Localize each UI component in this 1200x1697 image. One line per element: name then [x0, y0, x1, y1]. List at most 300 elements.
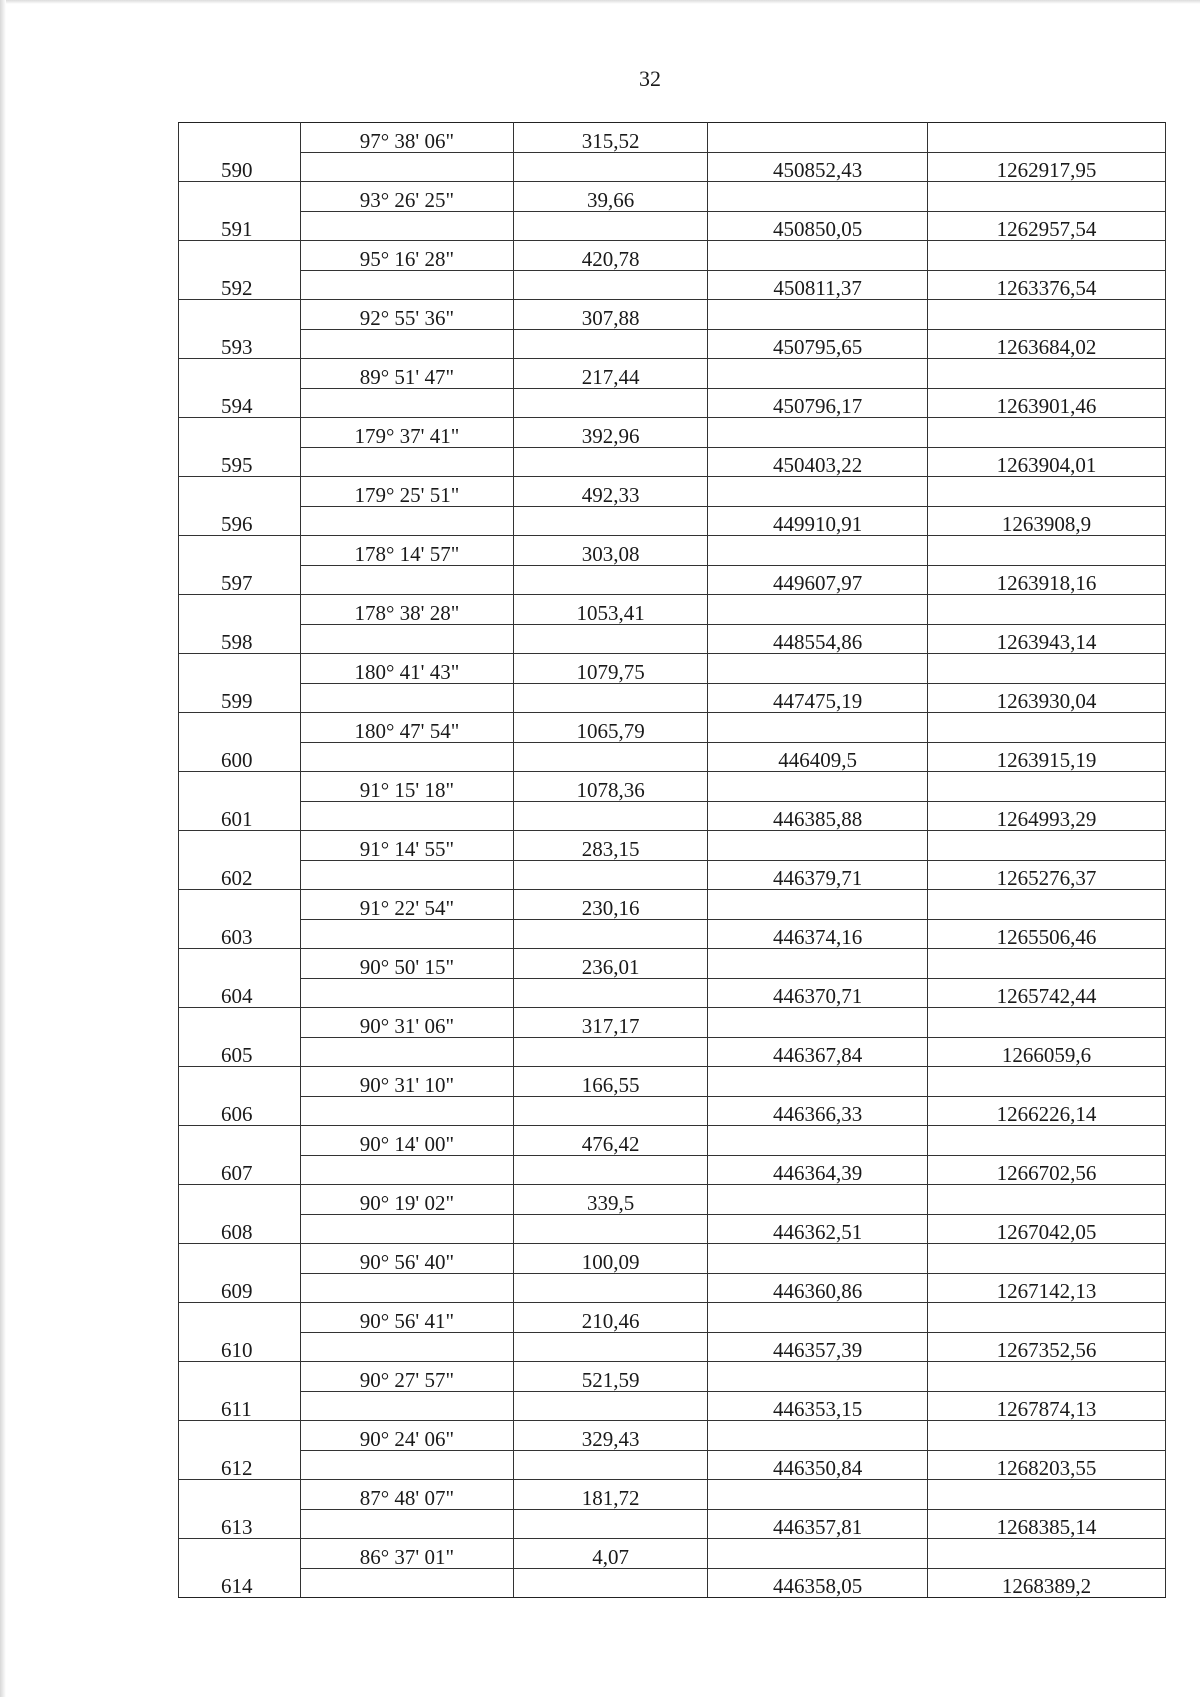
point-row — [179, 1214, 1166, 1244]
direction-angle-cell — [300, 211, 514, 241]
x-coordinate-cell: 450852,43 — [708, 152, 928, 182]
segment-length-cell: 317,17 — [514, 1008, 708, 1038]
segment-length-cell: 339,5 — [514, 1185, 708, 1215]
segment-length-cell — [514, 211, 708, 241]
direction-angle-cell: 178° 38' 28" — [300, 595, 514, 625]
direction-angle-cell: 180° 47' 54" — [300, 713, 514, 743]
y-coordinate-cell: 1263915,19 — [928, 742, 1166, 772]
direction-angle-cell — [300, 152, 514, 182]
point-row — [179, 329, 1166, 359]
y-coordinate-cell: 1267874,13 — [928, 1391, 1166, 1421]
segment-length-cell — [514, 447, 708, 477]
point-row — [179, 1332, 1166, 1362]
y-coordinate-cell — [928, 1539, 1166, 1569]
x-coordinate-cell — [708, 1421, 928, 1451]
segment-row — [179, 1362, 1166, 1392]
point-number-cell — [179, 1362, 301, 1392]
segment-length-cell: 420,78 — [514, 241, 708, 271]
direction-angle-cell — [300, 1450, 514, 1480]
segment-length-cell — [514, 624, 708, 654]
x-coordinate-cell — [708, 713, 928, 743]
y-coordinate-cell — [928, 1126, 1166, 1156]
point-number-cell: 605 — [179, 1037, 301, 1067]
segment-row — [179, 595, 1166, 625]
x-coordinate-cell — [708, 654, 928, 684]
direction-angle-cell: 90° 19' 02" — [300, 1185, 514, 1215]
point-row — [179, 270, 1166, 300]
direction-angle-cell — [300, 270, 514, 300]
direction-angle-cell: 92° 55' 36" — [300, 300, 514, 330]
point-number-cell — [179, 1303, 301, 1333]
segment-length-cell — [514, 565, 708, 595]
point-row — [179, 1273, 1166, 1303]
segment-length-cell — [514, 1568, 708, 1598]
direction-angle-cell — [300, 1391, 514, 1421]
segment-length-cell — [514, 683, 708, 713]
point-row — [179, 1037, 1166, 1067]
point-row — [179, 683, 1166, 713]
segment-row — [179, 1480, 1166, 1510]
x-coordinate-cell: 446358,05 — [708, 1568, 928, 1598]
point-row — [179, 1391, 1166, 1421]
y-coordinate-cell — [928, 418, 1166, 448]
point-row — [179, 1509, 1166, 1539]
y-coordinate-cell: 1263943,14 — [928, 624, 1166, 654]
x-coordinate-cell: 446350,84 — [708, 1450, 928, 1480]
segment-length-cell — [514, 388, 708, 418]
y-coordinate-cell — [928, 1067, 1166, 1097]
direction-angle-cell — [300, 1568, 514, 1598]
coordinates-table — [178, 122, 1166, 1598]
x-coordinate-cell — [708, 1185, 928, 1215]
point-number-cell — [179, 536, 301, 566]
y-coordinate-cell — [928, 477, 1166, 507]
x-coordinate-cell: 450796,17 — [708, 388, 928, 418]
x-coordinate-cell: 446385,88 — [708, 801, 928, 831]
segment-row — [179, 300, 1166, 330]
y-coordinate-cell — [928, 1480, 1166, 1510]
segment-row — [179, 1421, 1166, 1451]
x-coordinate-cell — [708, 890, 928, 920]
direction-angle-cell — [300, 447, 514, 477]
segment-length-cell: 283,15 — [514, 831, 708, 861]
point-row — [179, 447, 1166, 477]
point-row — [179, 919, 1166, 949]
segment-length-cell: 1078,36 — [514, 772, 708, 802]
point-number-cell: 595 — [179, 447, 301, 477]
segment-length-cell: 1065,79 — [514, 713, 708, 743]
direction-angle-cell: 90° 27' 57" — [300, 1362, 514, 1392]
x-coordinate-cell: 448554,86 — [708, 624, 928, 654]
y-coordinate-cell — [928, 713, 1166, 743]
point-number-cell: 602 — [179, 860, 301, 890]
point-number-cell: 606 — [179, 1096, 301, 1126]
point-number-cell: 599 — [179, 683, 301, 713]
point-number-cell — [179, 1421, 301, 1451]
point-number-cell: 610 — [179, 1332, 301, 1362]
segment-length-cell — [514, 1155, 708, 1185]
x-coordinate-cell — [708, 477, 928, 507]
point-number-cell: 600 — [179, 742, 301, 772]
direction-angle-cell: 91° 14' 55" — [300, 831, 514, 861]
point-row — [179, 624, 1166, 654]
segment-length-cell — [514, 919, 708, 949]
point-number-cell — [179, 1244, 301, 1274]
point-number-cell — [179, 831, 301, 861]
point-number-cell: 607 — [179, 1155, 301, 1185]
x-coordinate-cell — [708, 1126, 928, 1156]
direction-angle-cell: 178° 14' 57" — [300, 536, 514, 566]
segment-length-cell: 236,01 — [514, 949, 708, 979]
y-coordinate-cell: 1264993,29 — [928, 801, 1166, 831]
segment-length-cell: 392,96 — [514, 418, 708, 448]
y-coordinate-cell: 1265506,46 — [928, 919, 1166, 949]
x-coordinate-cell — [708, 300, 928, 330]
x-coordinate-cell — [708, 1539, 928, 1569]
y-coordinate-cell — [928, 359, 1166, 389]
y-coordinate-cell — [928, 1244, 1166, 1274]
x-coordinate-cell: 446370,71 — [708, 978, 928, 1008]
segment-length-cell — [514, 1332, 708, 1362]
point-number-cell: 613 — [179, 1509, 301, 1539]
direction-angle-cell: 90° 14' 00" — [300, 1126, 514, 1156]
x-coordinate-cell: 446379,71 — [708, 860, 928, 890]
x-coordinate-cell — [708, 182, 928, 212]
point-number-cell — [179, 772, 301, 802]
point-number-cell — [179, 1008, 301, 1038]
segment-length-cell: 476,42 — [514, 1126, 708, 1156]
segment-length-cell — [514, 1391, 708, 1421]
y-coordinate-cell: 1263918,16 — [928, 565, 1166, 595]
point-row — [179, 860, 1166, 890]
point-number-cell — [179, 359, 301, 389]
point-number-cell — [179, 1067, 301, 1097]
point-number-cell: 611 — [179, 1391, 301, 1421]
direction-angle-cell: 97° 38' 06" — [300, 123, 514, 153]
direction-angle-cell — [300, 683, 514, 713]
direction-angle-cell — [300, 1096, 514, 1126]
y-coordinate-cell: 1268203,55 — [928, 1450, 1166, 1480]
direction-angle-cell: 93° 26' 25" — [300, 182, 514, 212]
segment-length-cell: 166,55 — [514, 1067, 708, 1097]
point-number-cell: 601 — [179, 801, 301, 831]
segment-length-cell: 181,72 — [514, 1480, 708, 1510]
direction-angle-cell: 95° 16' 28" — [300, 241, 514, 271]
segment-row — [179, 713, 1166, 743]
segment-row — [179, 1539, 1166, 1569]
x-coordinate-cell: 449607,97 — [708, 565, 928, 595]
direction-angle-cell — [300, 919, 514, 949]
x-coordinate-cell: 446364,39 — [708, 1155, 928, 1185]
x-coordinate-cell — [708, 418, 928, 448]
direction-angle-cell — [300, 1332, 514, 1362]
direction-angle-cell — [300, 1214, 514, 1244]
y-coordinate-cell: 1263684,02 — [928, 329, 1166, 359]
direction-angle-cell — [300, 329, 514, 359]
scan-left-edge — [0, 0, 6, 1697]
point-number-cell: 608 — [179, 1214, 301, 1244]
x-coordinate-cell: 446357,81 — [708, 1509, 928, 1539]
point-row — [179, 978, 1166, 1008]
segment-row — [179, 831, 1166, 861]
point-number-cell: 598 — [179, 624, 301, 654]
point-number-cell: 612 — [179, 1450, 301, 1480]
y-coordinate-cell: 1263930,04 — [928, 683, 1166, 713]
y-coordinate-cell: 1262917,95 — [928, 152, 1166, 182]
y-coordinate-cell — [928, 654, 1166, 684]
segment-row — [179, 654, 1166, 684]
segment-length-cell: 39,66 — [514, 182, 708, 212]
segment-row — [179, 890, 1166, 920]
x-coordinate-cell — [708, 1303, 928, 1333]
point-number-cell — [179, 123, 301, 153]
y-coordinate-cell — [928, 1185, 1166, 1215]
segment-row — [179, 1303, 1166, 1333]
y-coordinate-cell — [928, 890, 1166, 920]
direction-angle-cell — [300, 801, 514, 831]
x-coordinate-cell — [708, 1362, 928, 1392]
segment-length-cell — [514, 1096, 708, 1126]
point-number-cell: 593 — [179, 329, 301, 359]
segment-length-cell — [514, 1509, 708, 1539]
segment-length-cell: 210,46 — [514, 1303, 708, 1333]
direction-angle-cell — [300, 1273, 514, 1303]
x-coordinate-cell — [708, 1244, 928, 1274]
segment-length-cell — [514, 742, 708, 772]
point-number-cell — [179, 713, 301, 743]
y-coordinate-cell — [928, 241, 1166, 271]
segment-row — [179, 1244, 1166, 1274]
segment-row — [179, 241, 1166, 271]
point-number-cell — [179, 1126, 301, 1156]
point-number-cell — [179, 595, 301, 625]
segment-length-cell — [514, 1037, 708, 1067]
point-row — [179, 1450, 1166, 1480]
x-coordinate-cell — [708, 1008, 928, 1038]
segment-length-cell — [514, 801, 708, 831]
segment-length-cell — [514, 329, 708, 359]
y-coordinate-cell: 1266226,14 — [928, 1096, 1166, 1126]
point-row — [179, 1096, 1166, 1126]
y-coordinate-cell: 1265742,44 — [928, 978, 1166, 1008]
point-number-cell: 592 — [179, 270, 301, 300]
x-coordinate-cell — [708, 359, 928, 389]
x-coordinate-cell: 447475,19 — [708, 683, 928, 713]
point-number-cell: 603 — [179, 919, 301, 949]
point-number-cell — [179, 949, 301, 979]
segment-row — [179, 1067, 1166, 1097]
segment-length-cell — [514, 506, 708, 536]
y-coordinate-cell — [928, 1362, 1166, 1392]
x-coordinate-cell: 446374,16 — [708, 919, 928, 949]
point-number-cell: 614 — [179, 1568, 301, 1598]
scan-top-edge — [0, 0, 1200, 4]
x-coordinate-cell: 446367,84 — [708, 1037, 928, 1067]
segment-row — [179, 1185, 1166, 1215]
segment-row — [179, 477, 1166, 507]
segment-row — [179, 949, 1166, 979]
point-number-cell: 597 — [179, 565, 301, 595]
y-coordinate-cell: 1262957,54 — [928, 211, 1166, 241]
x-coordinate-cell — [708, 595, 928, 625]
x-coordinate-cell: 450795,65 — [708, 329, 928, 359]
point-number-cell: 609 — [179, 1273, 301, 1303]
y-coordinate-cell — [928, 1303, 1166, 1333]
direction-angle-cell: 86° 37' 01" — [300, 1539, 514, 1569]
segment-row — [179, 1126, 1166, 1156]
x-coordinate-cell — [708, 241, 928, 271]
y-coordinate-cell — [928, 300, 1166, 330]
point-row — [179, 565, 1166, 595]
point-row — [179, 801, 1166, 831]
x-coordinate-cell: 450403,22 — [708, 447, 928, 477]
segment-length-cell: 303,08 — [514, 536, 708, 566]
x-coordinate-cell — [708, 772, 928, 802]
point-number-cell — [179, 890, 301, 920]
point-row — [179, 211, 1166, 241]
x-coordinate-cell: 446362,51 — [708, 1214, 928, 1244]
segment-length-cell — [514, 1450, 708, 1480]
point-number-cell — [179, 654, 301, 684]
y-coordinate-cell: 1263908,9 — [928, 506, 1166, 536]
segment-length-cell: 521,59 — [514, 1362, 708, 1392]
segment-length-cell: 329,43 — [514, 1421, 708, 1451]
segment-row — [179, 182, 1166, 212]
x-coordinate-cell: 446353,15 — [708, 1391, 928, 1421]
point-row — [179, 1155, 1166, 1185]
x-coordinate-cell — [708, 1067, 928, 1097]
x-coordinate-cell — [708, 123, 928, 153]
x-coordinate-cell: 446409,5 — [708, 742, 928, 772]
y-coordinate-cell: 1268385,14 — [928, 1509, 1166, 1539]
direction-angle-cell: 179° 37' 41" — [300, 418, 514, 448]
segment-row — [179, 418, 1166, 448]
y-coordinate-cell: 1263904,01 — [928, 447, 1166, 477]
x-coordinate-cell: 446366,33 — [708, 1096, 928, 1126]
y-coordinate-cell: 1263376,54 — [928, 270, 1166, 300]
y-coordinate-cell — [928, 831, 1166, 861]
segment-length-cell — [514, 860, 708, 890]
coordinates-table-body — [179, 123, 1166, 1598]
y-coordinate-cell — [928, 949, 1166, 979]
segment-row — [179, 536, 1166, 566]
direction-angle-cell — [300, 1037, 514, 1067]
page-number: 32 — [639, 66, 661, 91]
direction-angle-cell — [300, 388, 514, 418]
segment-length-cell: 4,07 — [514, 1539, 708, 1569]
direction-angle-cell: 179° 25' 51" — [300, 477, 514, 507]
direction-angle-cell: 91° 15' 18" — [300, 772, 514, 802]
point-number-cell — [179, 241, 301, 271]
y-coordinate-cell — [928, 123, 1166, 153]
x-coordinate-cell: 446360,86 — [708, 1273, 928, 1303]
point-row — [179, 1568, 1166, 1598]
segment-length-cell — [514, 978, 708, 1008]
direction-angle-cell — [300, 1155, 514, 1185]
point-number-cell: 604 — [179, 978, 301, 1008]
y-coordinate-cell — [928, 182, 1166, 212]
y-coordinate-cell: 1268389,2 — [928, 1568, 1166, 1598]
direction-angle-cell — [300, 624, 514, 654]
direction-angle-cell: 90° 56' 40" — [300, 1244, 514, 1274]
segment-length-cell — [514, 270, 708, 300]
segment-row — [179, 772, 1166, 802]
direction-angle-cell — [300, 978, 514, 1008]
direction-angle-cell — [300, 506, 514, 536]
x-coordinate-cell: 450850,05 — [708, 211, 928, 241]
direction-angle-cell: 91° 22' 54" — [300, 890, 514, 920]
y-coordinate-cell — [928, 1421, 1166, 1451]
y-coordinate-cell: 1266702,56 — [928, 1155, 1166, 1185]
segment-row — [179, 1008, 1166, 1038]
point-number-cell — [179, 300, 301, 330]
x-coordinate-cell — [708, 949, 928, 979]
y-coordinate-cell — [928, 1008, 1166, 1038]
direction-angle-cell: 87° 48' 07" — [300, 1480, 514, 1510]
y-coordinate-cell — [928, 772, 1166, 802]
direction-angle-cell: 180° 41' 43" — [300, 654, 514, 684]
segment-length-cell: 100,09 — [514, 1244, 708, 1274]
segment-length-cell: 315,52 — [514, 123, 708, 153]
x-coordinate-cell — [708, 536, 928, 566]
y-coordinate-cell: 1267352,56 — [928, 1332, 1166, 1362]
y-coordinate-cell — [928, 536, 1166, 566]
segment-length-cell — [514, 1214, 708, 1244]
segment-length-cell: 492,33 — [514, 477, 708, 507]
segment-length-cell: 1079,75 — [514, 654, 708, 684]
direction-angle-cell — [300, 565, 514, 595]
point-number-cell: 596 — [179, 506, 301, 536]
point-number-cell: 590 — [179, 152, 301, 182]
point-row — [179, 152, 1166, 182]
y-coordinate-cell: 1265276,37 — [928, 860, 1166, 890]
point-number-cell: 591 — [179, 211, 301, 241]
direction-angle-cell: 90° 56' 41" — [300, 1303, 514, 1333]
point-number-cell: 594 — [179, 388, 301, 418]
point-number-cell — [179, 182, 301, 212]
segment-row — [179, 359, 1166, 389]
segment-length-cell: 307,88 — [514, 300, 708, 330]
point-number-cell — [179, 1539, 301, 1569]
x-coordinate-cell: 449910,91 — [708, 506, 928, 536]
direction-angle-cell: 90° 24' 06" — [300, 1421, 514, 1451]
x-coordinate-cell — [708, 1480, 928, 1510]
y-coordinate-cell: 1267042,05 — [928, 1214, 1166, 1244]
x-coordinate-cell: 450811,37 — [708, 270, 928, 300]
point-row — [179, 742, 1166, 772]
x-coordinate-cell: 446357,39 — [708, 1332, 928, 1362]
point-number-cell — [179, 1480, 301, 1510]
direction-angle-cell: 89° 51' 47" — [300, 359, 514, 389]
y-coordinate-cell: 1266059,6 — [928, 1037, 1166, 1067]
direction-angle-cell — [300, 742, 514, 772]
segment-length-cell — [514, 1273, 708, 1303]
segment-row — [179, 123, 1166, 153]
y-coordinate-cell — [928, 595, 1166, 625]
direction-angle-cell: 90° 50' 15" — [300, 949, 514, 979]
segment-length-cell: 1053,41 — [514, 595, 708, 625]
point-number-cell — [179, 477, 301, 507]
segment-length-cell — [514, 152, 708, 182]
x-coordinate-cell — [708, 831, 928, 861]
direction-angle-cell: 90° 31' 10" — [300, 1067, 514, 1097]
point-row — [179, 506, 1166, 536]
point-number-cell — [179, 1185, 301, 1215]
point-row — [179, 388, 1166, 418]
direction-angle-cell — [300, 1509, 514, 1539]
direction-angle-cell: 90° 31' 06" — [300, 1008, 514, 1038]
point-number-cell — [179, 418, 301, 448]
